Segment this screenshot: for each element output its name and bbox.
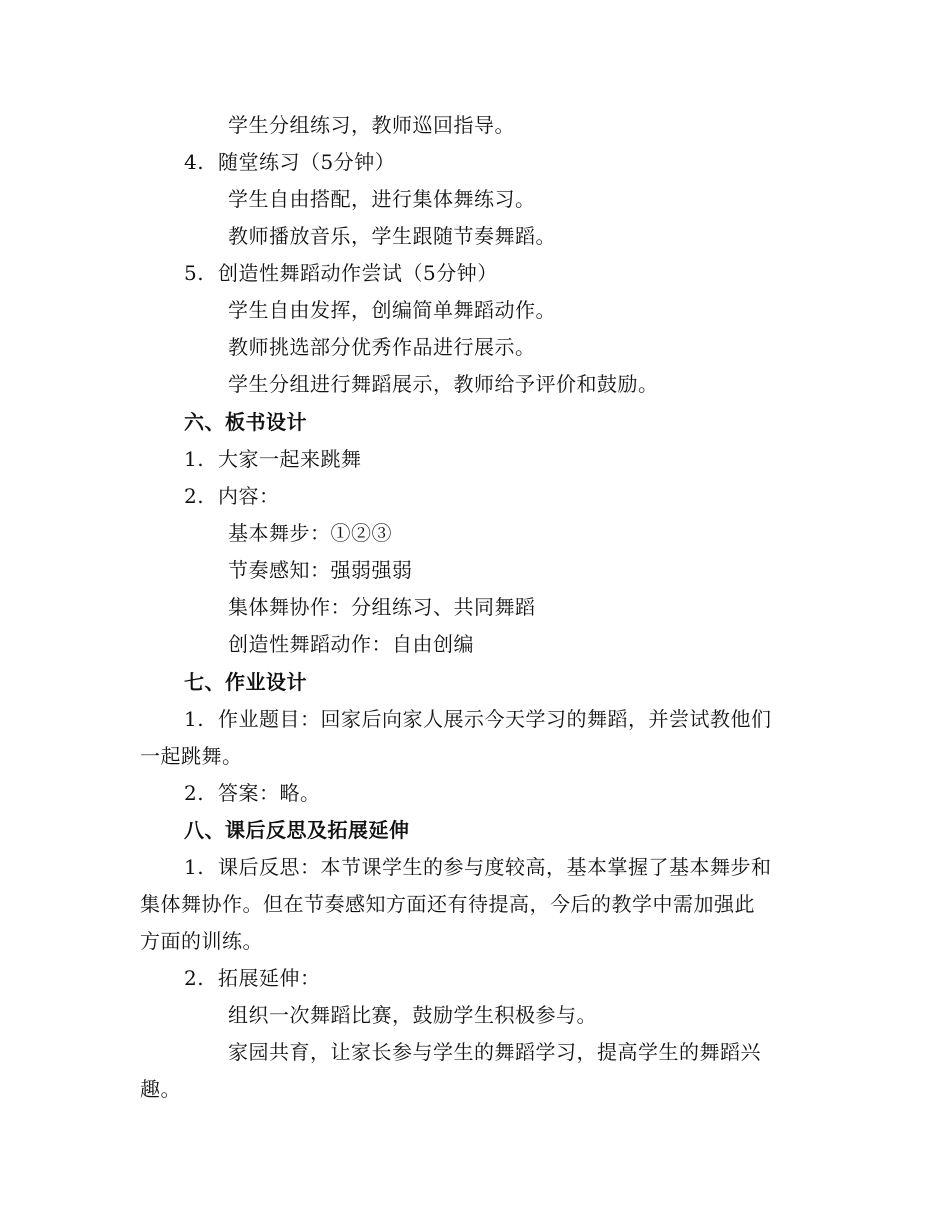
- list-item-1: [184, 852, 772, 882]
- text-line: 学生分组进行舞蹈展示，教师给予评价和鼓励。: [228, 372, 659, 396]
- list-number: 2.: [184, 484, 205, 508]
- list-item-4: [184, 147, 395, 177]
- section-heading-8: 八、课后反思及拓展延伸: [184, 818, 410, 842]
- text-line: 一起跳舞。: [140, 744, 243, 768]
- text-line: 基本舞步：①②③: [228, 521, 392, 545]
- text-line: 学生自由发挥，创编简单舞蹈动作。: [228, 298, 556, 322]
- list-number: 4.: [184, 150, 205, 174]
- list-item-text: 随堂练习（5分钟）: [218, 150, 396, 174]
- list-item-text: 课后反思：本节课学生的参与度较高，基本掌握了基本舞步和: [218, 855, 772, 879]
- text-line: 学生分组练习，教师巡回指导。: [228, 113, 515, 137]
- section-heading-6: 六、板书设计: [184, 410, 307, 434]
- list-item-text: 内容：: [218, 484, 280, 508]
- list-item-text: 创造性舞蹈动作尝试（5分钟）: [218, 261, 498, 285]
- text-line: 学生自由搭配，进行集体舞练习。: [228, 187, 536, 211]
- text-line: 集体舞协作。但在节奏感知方面还有待提高，今后的教学中需加强此: [140, 892, 755, 916]
- list-item-text: 答案：略。: [218, 781, 321, 805]
- list-item-1: [184, 444, 362, 474]
- list-number: 1.: [184, 707, 205, 731]
- list-number: 5.: [184, 261, 205, 285]
- list-item-text: 大家一起来跳舞: [218, 447, 362, 471]
- text-line: 方面的训练。: [140, 929, 263, 953]
- list-number: 1.: [184, 855, 205, 879]
- list-item-text: 拓展延伸：: [218, 966, 321, 990]
- text-line: 教师播放音乐，学生跟随节奏舞蹈。: [228, 224, 556, 248]
- list-item-text: 作业题目：回家后向家人展示今天学习的舞蹈，并尝试教他们: [218, 707, 772, 731]
- text-line: 集体舞协作：分组练习、共同舞蹈: [228, 595, 536, 619]
- list-number: 2.: [184, 966, 205, 990]
- text-line: 创造性舞蹈动作：自由创编: [228, 632, 474, 656]
- list-item-2: [184, 963, 321, 993]
- section-heading-7: 七、作业设计: [184, 670, 307, 694]
- list-item-5: [184, 258, 498, 288]
- text-line: 节奏感知：强弱强弱: [228, 558, 413, 582]
- text-line: 教师挑选部分优秀作品进行展示。: [228, 335, 536, 359]
- text-line: 组织一次舞蹈比赛，鼓励学生积极参与。: [228, 1003, 597, 1027]
- list-item-1: [184, 704, 772, 734]
- list-item-2: [184, 778, 321, 808]
- text-line: 家园共育，让家长参与学生的舞蹈学习，提高学生的舞蹈兴: [228, 1040, 761, 1064]
- text-line: 趣。: [140, 1077, 181, 1101]
- list-number: 1.: [184, 447, 205, 471]
- list-number: 2.: [184, 781, 205, 805]
- list-item-2: [184, 481, 280, 511]
